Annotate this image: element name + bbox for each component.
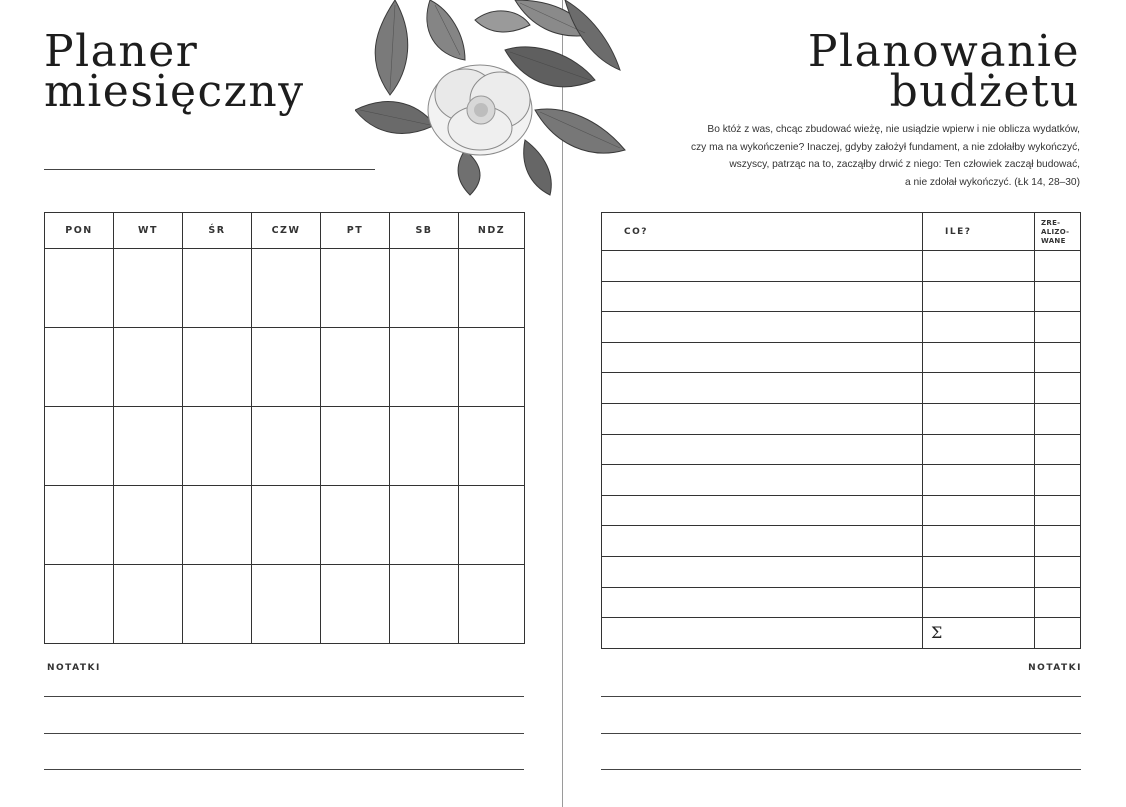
notes-line[interactable] bbox=[44, 769, 524, 770]
calendar-day-cell[interactable] bbox=[321, 328, 390, 407]
budget-row bbox=[602, 587, 1081, 618]
budget-item-cell[interactable] bbox=[602, 587, 923, 618]
calendar-day-cell[interactable] bbox=[114, 565, 183, 644]
month-name-line[interactable] bbox=[44, 169, 375, 170]
calendar-week-row bbox=[45, 328, 525, 407]
budget-row bbox=[602, 251, 1081, 282]
day-header-sat: SB bbox=[390, 213, 459, 249]
budget-row bbox=[602, 373, 1081, 404]
budget-item-cell[interactable] bbox=[602, 281, 923, 312]
calendar-day-cell[interactable] bbox=[459, 565, 525, 644]
budget-amount-cell[interactable] bbox=[923, 251, 1035, 282]
day-header-tue: WT bbox=[114, 213, 183, 249]
calendar-week-row bbox=[45, 486, 525, 565]
calendar-day-cell[interactable] bbox=[114, 407, 183, 486]
quote-line: wszyscy, patrząc na to, zacząłby drwić z niego: Ten człowiek zaczął budować, bbox=[729, 159, 1080, 170]
budget-amount-cell[interactable] bbox=[923, 587, 1035, 618]
calendar-day-cell[interactable] bbox=[183, 328, 252, 407]
calendar-day-cell[interactable] bbox=[459, 328, 525, 407]
budget-row bbox=[602, 465, 1081, 496]
calendar-day-cell[interactable] bbox=[321, 486, 390, 565]
calendar-day-cell[interactable] bbox=[45, 249, 114, 328]
quote-line: a nie zdołał wykończyć. (Łk 14, 28–30) bbox=[905, 176, 1080, 188]
notes-label-left: NOTATKI bbox=[47, 663, 101, 673]
budget-amount-cell[interactable] bbox=[923, 312, 1035, 343]
calendar-day-cell[interactable] bbox=[390, 249, 459, 328]
budget-done-checkbox[interactable] bbox=[1035, 618, 1081, 649]
budget-row bbox=[602, 281, 1081, 312]
calendar-day-cell[interactable] bbox=[183, 486, 252, 565]
budget-done-checkbox[interactable] bbox=[1035, 587, 1081, 618]
calendar-day-cell[interactable] bbox=[183, 249, 252, 328]
budget-amount-cell[interactable] bbox=[923, 465, 1035, 496]
notes-line[interactable] bbox=[44, 696, 524, 697]
calendar-day-cell[interactable] bbox=[114, 249, 183, 328]
budget-done-checkbox[interactable] bbox=[1035, 434, 1081, 465]
flower-icon bbox=[355, 0, 635, 200]
calendar-week-row bbox=[45, 565, 525, 644]
budget-row bbox=[602, 434, 1081, 465]
budget-item-cell[interactable] bbox=[602, 403, 923, 434]
budget-done-checkbox[interactable] bbox=[1035, 342, 1081, 373]
header-line: WANE bbox=[1041, 237, 1066, 245]
budget-done-checkbox[interactable] bbox=[1035, 312, 1081, 343]
budget-amount-cell[interactable] bbox=[923, 373, 1035, 404]
budget-item-cell[interactable] bbox=[602, 434, 923, 465]
calendar-day-cell[interactable] bbox=[459, 407, 525, 486]
day-header-sun: NDZ bbox=[459, 213, 525, 249]
calendar-day-cell[interactable] bbox=[252, 565, 321, 644]
budget-done-checkbox[interactable] bbox=[1035, 465, 1081, 496]
calendar-week-row bbox=[45, 407, 525, 486]
budget-table bbox=[601, 212, 1081, 649]
calendar-week-row bbox=[45, 249, 525, 328]
calendar-day-cell[interactable] bbox=[390, 407, 459, 486]
budget-row bbox=[602, 495, 1081, 526]
header-line: ZRE- bbox=[1041, 219, 1061, 227]
title-line: miesięczny bbox=[44, 66, 305, 117]
budget-row bbox=[602, 556, 1081, 587]
budget-done-checkbox[interactable] bbox=[1035, 251, 1081, 282]
calendar-day-cell[interactable] bbox=[321, 249, 390, 328]
budget-item-cell[interactable] bbox=[602, 342, 923, 373]
day-header-mon: PON bbox=[45, 213, 114, 249]
budget-done-checkbox[interactable] bbox=[1035, 526, 1081, 557]
calendar-day-cell[interactable] bbox=[183, 565, 252, 644]
budget-amount-cell[interactable] bbox=[923, 434, 1035, 465]
budget-amount-cell[interactable] bbox=[923, 495, 1035, 526]
calendar-day-cell[interactable] bbox=[459, 249, 525, 328]
calendar-day-cell[interactable] bbox=[252, 486, 321, 565]
notes-line[interactable] bbox=[44, 733, 524, 734]
calendar-day-cell[interactable] bbox=[45, 407, 114, 486]
notes-line[interactable] bbox=[601, 769, 1081, 770]
sum-icon: Σ bbox=[931, 623, 943, 643]
calendar-day-cell[interactable] bbox=[114, 328, 183, 407]
budget-amount-cell[interactable] bbox=[923, 403, 1035, 434]
budget-done-checkbox[interactable] bbox=[1035, 281, 1081, 312]
calendar-day-cell[interactable] bbox=[390, 486, 459, 565]
calendar-day-cell[interactable] bbox=[252, 328, 321, 407]
budget-item-cell[interactable] bbox=[602, 556, 923, 587]
budget-amount-cell[interactable] bbox=[923, 556, 1035, 587]
budget-row bbox=[602, 342, 1081, 373]
monthly-calendar-grid bbox=[44, 212, 525, 644]
notes-line[interactable] bbox=[601, 696, 1081, 697]
budget-row bbox=[602, 526, 1081, 557]
title-line: Planowanie bbox=[807, 26, 1080, 77]
budget-done-checkbox[interactable] bbox=[1035, 373, 1081, 404]
budget-item-cell[interactable] bbox=[602, 465, 923, 496]
calendar-day-cell[interactable] bbox=[252, 249, 321, 328]
quote-line: Bo któż z was, chcąc zbudować wieżę, nie usiądzie wpierw i nie oblicza wydatków, bbox=[707, 124, 1080, 135]
budget-item-cell[interactable] bbox=[602, 526, 923, 557]
day-header-thu: CZW bbox=[252, 213, 321, 249]
title-line: budżetu bbox=[889, 66, 1080, 117]
calendar-day-cell[interactable] bbox=[390, 565, 459, 644]
budget-header-what: CO? bbox=[602, 213, 923, 251]
budget-row bbox=[602, 312, 1081, 343]
budget-amount-cell[interactable] bbox=[923, 342, 1035, 373]
budget-amount-cell[interactable] bbox=[923, 526, 1035, 557]
notes-label-right: NOTATKI bbox=[1028, 663, 1082, 673]
budget-item-cell[interactable] bbox=[602, 373, 923, 404]
title-line: Planer bbox=[44, 26, 199, 77]
calendar-day-cell[interactable] bbox=[45, 565, 114, 644]
calendar-day-cell[interactable] bbox=[183, 407, 252, 486]
calendar-day-cell[interactable] bbox=[45, 328, 114, 407]
calendar-day-cell[interactable] bbox=[252, 407, 321, 486]
budget-item-cell[interactable] bbox=[602, 495, 923, 526]
budget-header-done bbox=[1035, 213, 1081, 251]
budget-done-checkbox[interactable] bbox=[1035, 403, 1081, 434]
page-title-budget-planning bbox=[807, 26, 1080, 117]
budget-sum-cell[interactable] bbox=[923, 618, 1035, 649]
budget-row bbox=[602, 403, 1081, 434]
bible-quote bbox=[610, 121, 1080, 191]
notes-line[interactable] bbox=[601, 733, 1081, 734]
calendar-day-cell[interactable] bbox=[459, 486, 525, 565]
budget-done-checkbox[interactable] bbox=[1035, 495, 1081, 526]
calendar-day-cell[interactable] bbox=[321, 407, 390, 486]
quote-line: czy ma na wykończenie? Inaczej, gdyby założył fundament, a nie zdołałby wykończyć, bbox=[690, 141, 1080, 153]
budget-item-cell[interactable] bbox=[602, 618, 923, 649]
calendar-day-cell[interactable] bbox=[390, 328, 459, 407]
budget-sum-row bbox=[602, 618, 1081, 649]
calendar-day-cell[interactable] bbox=[321, 565, 390, 644]
page-title-monthly-planner bbox=[44, 26, 305, 117]
budget-amount-cell[interactable] bbox=[923, 281, 1035, 312]
header-line: ALIZO- bbox=[1041, 228, 1070, 236]
budget-item-cell[interactable] bbox=[602, 251, 923, 282]
day-header-fri: PT bbox=[321, 213, 390, 249]
day-header-wed: ŚR bbox=[183, 213, 252, 249]
calendar-day-cell[interactable] bbox=[114, 486, 183, 565]
budget-header-how-much: ILE? bbox=[923, 213, 1035, 251]
budget-done-checkbox[interactable] bbox=[1035, 556, 1081, 587]
budget-item-cell[interactable] bbox=[602, 312, 923, 343]
calendar-day-cell[interactable] bbox=[45, 486, 114, 565]
